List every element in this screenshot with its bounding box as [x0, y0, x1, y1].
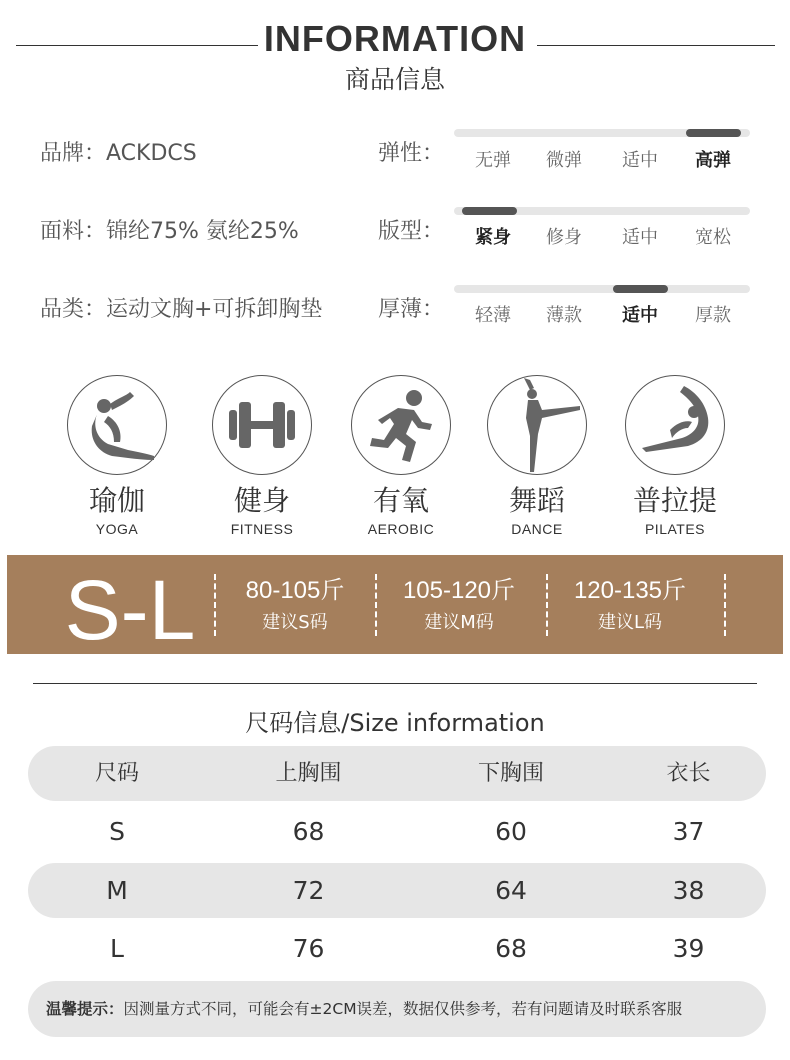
note-text: 因测量方式不同，可能会有±2CM误差，数据仅供参考，若有问题请及时联系客服	[123, 1000, 683, 1018]
table-cell: 68	[292, 817, 325, 846]
activity-dance-cn: 舞蹈	[508, 484, 565, 517]
activity-yoga	[57, 375, 177, 537]
thickness-label: 厚薄：	[378, 297, 445, 322]
dancer-icon	[488, 376, 586, 474]
elasticity-option: 适中	[622, 150, 658, 171]
table-cell: M	[106, 876, 128, 905]
activity-fitness-en: FITNESS	[230, 521, 294, 537]
table-cell: 39	[672, 934, 705, 963]
table-cell: 76	[292, 934, 325, 963]
header-cell: 衣长	[666, 761, 711, 786]
elasticity-scale	[454, 129, 750, 137]
band-divider	[375, 574, 377, 636]
activity-aerobic-cn: 有氧	[372, 484, 429, 517]
table-cell: 38	[672, 876, 705, 905]
brand-info: 品牌：ACKDCS	[40, 141, 197, 166]
table-cell: L	[110, 934, 124, 963]
table-row	[28, 863, 766, 918]
size-table-title: 尺码信息/Size information	[245, 709, 545, 737]
thickness-scale	[454, 285, 750, 293]
pilates-pose-icon	[626, 376, 724, 474]
activity-pilates	[615, 375, 735, 537]
size-suggestion-l	[550, 577, 710, 634]
page-title: INFORMATION	[263, 18, 527, 59]
table-cell: 68	[495, 934, 527, 963]
thickness-option: 厚款	[695, 305, 731, 326]
activity-aerobic-en: AEROBIC	[367, 521, 435, 537]
category-info: 品类：运动文胸+可拆卸胸垫	[40, 297, 323, 322]
thickness-indicator	[613, 285, 668, 293]
fit-option-selected: 紧身	[475, 227, 511, 248]
fit-option: 修身	[546, 227, 582, 248]
fit-indicator	[462, 207, 517, 215]
suggested-size: 建议M码	[424, 612, 494, 633]
page-subtitle: 商品信息	[344, 65, 445, 94]
activity-pilates-en: PILATES	[644, 521, 706, 537]
activity-fitness-cn: 健身	[233, 484, 290, 517]
size-suggestion-m	[379, 577, 539, 634]
fit-scale	[454, 207, 750, 215]
size-range-label: S-L	[64, 563, 196, 657]
thickness-option: 轻薄	[475, 305, 511, 326]
note-label: 温馨提示：	[46, 1000, 124, 1018]
band-divider	[724, 574, 726, 636]
elasticity-option: 无弹	[475, 150, 511, 171]
header-cell: 下胸围	[477, 761, 544, 786]
table-cell: S	[109, 817, 125, 846]
dumbbell-icon	[213, 376, 311, 474]
fit-label: 版型：	[378, 219, 445, 244]
fit-option: 适中	[622, 227, 658, 248]
table-cell: 72	[292, 876, 325, 905]
size-suggestion-s	[215, 577, 375, 634]
suggested-size: 建议S码	[262, 612, 328, 633]
section-divider	[33, 683, 757, 684]
weight-range: 120-135斤	[573, 577, 687, 604]
activity-aerobic	[341, 375, 461, 537]
band-divider	[546, 574, 548, 636]
elasticity-label: 弹性：	[378, 141, 445, 166]
table-header	[28, 746, 766, 801]
table-cell: 60	[495, 817, 527, 846]
activity-dance	[477, 375, 597, 537]
header-cell: 上胸围	[275, 761, 342, 786]
weight-range: 80-105斤	[245, 577, 345, 604]
thickness-option-selected: 适中	[622, 305, 658, 326]
thickness-option: 薄款	[546, 305, 582, 326]
elasticity-option: 微弹	[546, 150, 582, 171]
elasticity-option-selected: 高弹	[695, 150, 731, 171]
measurement-note	[28, 981, 766, 1037]
activity-fitness	[202, 375, 322, 537]
weight-range: 105-120斤	[402, 577, 516, 604]
activity-dance-en: DANCE	[511, 521, 563, 537]
activity-pilates-cn: 普拉提	[632, 484, 717, 517]
fabric-info: 面料：锦纶75% 氨纶25%	[40, 219, 299, 244]
fit-option: 宽松	[695, 227, 731, 248]
activity-yoga-en: YOGA	[95, 521, 139, 537]
elasticity-indicator	[686, 129, 741, 137]
suggested-size: 建议L码	[597, 612, 663, 633]
yoga-pose-icon	[68, 376, 166, 474]
activity-yoga-cn: 瑜伽	[88, 484, 145, 517]
runner-icon	[352, 376, 450, 474]
table-row	[28, 804, 766, 859]
header-cell: 尺码	[94, 761, 139, 786]
table-row	[28, 921, 766, 976]
table-cell: 37	[672, 817, 705, 846]
table-cell: 64	[495, 876, 527, 905]
